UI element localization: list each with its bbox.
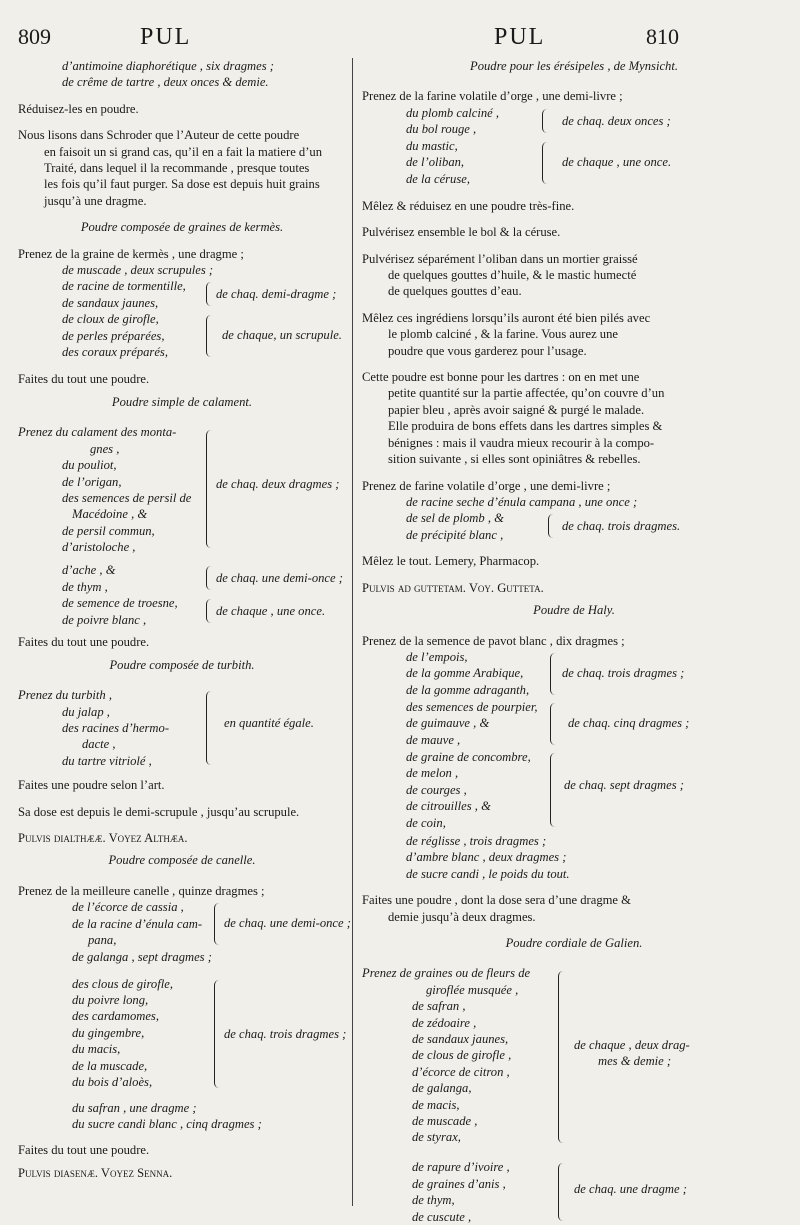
recipe-line: de guimauve , & bbox=[406, 716, 490, 731]
recipe-heading: Poudre de Haly. bbox=[533, 603, 615, 618]
column-divider bbox=[352, 58, 353, 1206]
recipe-line: de muscade , bbox=[412, 1114, 478, 1129]
quantity-note: de chaque, un scrupule. bbox=[222, 328, 342, 343]
recipe-line: de l’oliban, bbox=[406, 155, 465, 170]
text-line: demie jusqu’à deux dragmes. bbox=[388, 909, 536, 924]
recipe-line: du jalap , bbox=[62, 704, 110, 719]
text-line: sition suivante , si elles sont opiniâtres & rebelles. bbox=[388, 452, 641, 467]
recipe-line: du bol rouge , bbox=[406, 122, 477, 137]
quantity-note: de chaque , une once. bbox=[562, 154, 672, 169]
recipe-line: giroflée musquée , bbox=[426, 982, 519, 997]
recipe-line: Prenez de la farine volatile d’orge , une demi-livre ; bbox=[362, 89, 623, 104]
text-line: poudre que vous garderez pour l’usage. bbox=[388, 343, 587, 358]
recipe-line: de thym , bbox=[62, 579, 108, 594]
cross-reference: Pulvis diasenæ. Voyez Senna. bbox=[18, 1165, 173, 1180]
recipe-line: des cardamomes, bbox=[72, 1009, 159, 1024]
recipe-line: de racine seche d’énula campana , une once ; bbox=[406, 494, 638, 509]
brace-mark bbox=[206, 315, 212, 357]
recipe-heading: Poudre cordiale de Galien. bbox=[505, 935, 643, 950]
quantity-note: de chaque , deux drag- bbox=[574, 1038, 690, 1053]
recipe-line: du pouliot, bbox=[62, 458, 117, 473]
text-line: Pulvérisez séparément l’oliban dans un mortier graissé bbox=[362, 251, 638, 266]
recipe-line: de la gomme adraganth, bbox=[406, 682, 530, 697]
recipe-line: des coraux préparés, bbox=[62, 345, 168, 360]
recipe-line: de la céruse, bbox=[406, 171, 470, 186]
recipe-heading: Poudre composée de turbith. bbox=[109, 657, 255, 672]
recipe-line: d’ache , & bbox=[62, 563, 116, 578]
right-running-head: PUL bbox=[494, 24, 546, 50]
text-line: Faites une poudre , dont la dose sera d’une dragme & bbox=[362, 893, 631, 908]
brace-mark bbox=[214, 980, 220, 1088]
text-line: de quelques gouttes d’huile, & le mastic humecté bbox=[388, 268, 637, 283]
quantity-note: de chaq. deux dragmes ; bbox=[216, 477, 340, 492]
recipe-heading: Poudre pour les érésipeles , de Mynsicht. bbox=[470, 59, 678, 73]
recipe-line: de persil commun, bbox=[62, 523, 155, 538]
recipe-line: du poivre long, bbox=[72, 992, 149, 1007]
recipe-line: du mastic, bbox=[406, 138, 458, 153]
quantity-note: de chaque , une once. bbox=[216, 604, 326, 619]
cross-reference: Pulvis ad guttetam. Voy. Gutteta. bbox=[362, 580, 544, 595]
quantity-note: de chaq. une demi-once ; bbox=[224, 916, 351, 931]
text-line: de quelques gouttes d’eau. bbox=[388, 284, 522, 299]
text-line: Traité, dans lequel il la recommande , presque toutes bbox=[44, 161, 310, 176]
recipe-line: Macédoine , & bbox=[72, 507, 148, 522]
recipe-line: de rapure d’ivoire , bbox=[412, 1160, 510, 1175]
text-line: Sa dose est depuis le demi-scrupule , jusqu’au scrupule. bbox=[18, 804, 300, 819]
brace-mark bbox=[558, 1163, 564, 1221]
brace-mark bbox=[206, 691, 212, 765]
text-line: les fois qu’il faut purger. Sa dose est depuis huit grains bbox=[44, 177, 320, 192]
text-line: Elle produira de bons effets dans les dartres simples & bbox=[388, 419, 663, 434]
brace-mark bbox=[206, 282, 212, 306]
recipe-line: dacte , bbox=[82, 737, 116, 752]
brace-mark bbox=[550, 653, 556, 695]
recipe-line: du sucre candi blanc , cinq dragmes ; bbox=[72, 1116, 262, 1131]
text-line: Faites une poudre selon l’art. bbox=[18, 778, 165, 793]
text-line: Mêlez ces ingrédiens lorsqu’ils auront été bien pilés avec bbox=[362, 310, 651, 325]
quantity-note: de chaq. une dragme ; bbox=[574, 1182, 687, 1197]
text-line: papier bleu , après avoir saigné & purgé le malade. bbox=[388, 402, 645, 417]
quantity-note: de chaq. trois dragmes. bbox=[562, 519, 681, 534]
recipe-line: de cuscute , bbox=[412, 1209, 472, 1224]
text-line: Mêlez & réduisez en une poudre très-fine. bbox=[362, 198, 575, 213]
recipe-line: de zédoaire , bbox=[412, 1015, 477, 1030]
recipe-heading: Poudre simple de calament. bbox=[111, 394, 253, 409]
recipe-line: de thym, bbox=[412, 1193, 455, 1208]
recipe-line: des clous de girofle, bbox=[72, 976, 173, 991]
quantity-note: de chaq. deux onces ; bbox=[562, 113, 671, 128]
brace-mark bbox=[214, 903, 220, 945]
brace-mark bbox=[206, 566, 212, 590]
recipe-line: de mauve , bbox=[406, 732, 461, 747]
recipe-line: Prenez du turbith , bbox=[18, 688, 112, 703]
left-column bbox=[18, 58, 351, 1181]
recipe-line: Prenez de la graine de kermès , une dragme ; bbox=[18, 246, 244, 261]
recipe-line: du tartre vitriolé , bbox=[62, 753, 152, 768]
recipe-line: de l’écorce de cassia , bbox=[72, 900, 184, 915]
text-line: le plomb calciné , & la farine. Vous aurez une bbox=[388, 327, 618, 342]
brace-mark bbox=[206, 599, 212, 623]
recipe-line: de l’origan, bbox=[62, 474, 122, 489]
text-line: de crême de tartre , deux onces & demie. bbox=[62, 75, 269, 90]
quantity-note: de chaq. sept dragmes ; bbox=[564, 777, 684, 792]
right-column bbox=[362, 58, 786, 1225]
right-page-number: 810 bbox=[646, 24, 679, 49]
brace-mark bbox=[558, 971, 564, 1143]
recipe-heading: Poudre composée de graines de kermès. bbox=[80, 220, 284, 235]
brace-mark bbox=[206, 430, 212, 548]
recipe-line: des semences de pourpier, bbox=[406, 699, 538, 714]
text-line: Faites du tout une poudre. bbox=[18, 1143, 150, 1158]
quantity-note: de chaq. trois dragmes ; bbox=[562, 665, 685, 680]
recipe-line: de sel de plomb , & bbox=[406, 511, 504, 526]
recipe-line: de la muscade, bbox=[72, 1058, 148, 1073]
recipe-line: de l’empois, bbox=[406, 649, 468, 664]
recipe-line: de graine de concombre, bbox=[406, 749, 531, 764]
text-line: Réduisez-les en poudre. bbox=[18, 101, 139, 116]
recipe-line: de la racine d’énula cam- bbox=[72, 916, 203, 931]
recipe-line: du plomb calciné , bbox=[406, 105, 500, 120]
text-line: Cette poudre est bonne pour les dartres : on en met une bbox=[362, 370, 640, 385]
recipe-line: de courges , bbox=[406, 782, 467, 797]
recipe-line: de semence de troesne, bbox=[62, 596, 178, 611]
recipe-line: Prenez de farine volatile d’orge , une demi-livre ; bbox=[362, 478, 611, 493]
recipe-line: du safran , une dragme ; bbox=[72, 1100, 197, 1115]
recipe-line: de galanga, bbox=[412, 1081, 472, 1096]
recipe-line: de la gomme Arabique, bbox=[406, 666, 524, 681]
recipe-line: de safran , bbox=[412, 999, 466, 1014]
recipe-line: d’aristoloche , bbox=[62, 540, 136, 555]
recipe-line: de clous de girofle , bbox=[412, 1048, 512, 1063]
recipe-line: de sucre candi , le poids du tout. bbox=[406, 866, 570, 881]
text-line: en faisoit un si grand cas, qu’il en a fait la matiere d’un bbox=[44, 144, 323, 159]
recipe-line: des racines d’hermo- bbox=[62, 720, 170, 735]
recipe-heading: Poudre composée de canelle. bbox=[108, 853, 256, 868]
recipe-line: pana, bbox=[88, 932, 117, 947]
recipe-line: gnes , bbox=[90, 441, 120, 456]
text-line: Nous lisons dans Schroder que l’Auteur de cette poudre bbox=[18, 128, 300, 143]
recipe-line: des semences de persil de bbox=[62, 490, 192, 505]
cross-reference: Pulvis dialthææ. Voyez Althæa. bbox=[18, 830, 188, 845]
recipe-line: de citrouilles , & bbox=[406, 799, 491, 814]
recipe-line: de coin, bbox=[406, 815, 446, 830]
brace-mark bbox=[548, 514, 554, 538]
text-line: Mêlez le tout. Lemery, Pharmacop. bbox=[362, 554, 540, 569]
recipe-line: de melon , bbox=[406, 766, 459, 781]
brace-mark bbox=[550, 753, 556, 827]
recipe-line: du gingembre, bbox=[72, 1025, 145, 1040]
recipe-line: de graines d’anis , bbox=[412, 1176, 506, 1191]
brace-mark bbox=[550, 703, 556, 745]
recipe-line: de précipité blanc , bbox=[406, 527, 504, 542]
recipe-line: de réglisse , trois dragmes ; bbox=[406, 833, 547, 848]
recipe-line: de sandaux jaunes, bbox=[62, 295, 159, 310]
recipe-line: d’écorce de citron , bbox=[412, 1064, 510, 1079]
quantity-note: de chaq. une demi-once ; bbox=[216, 571, 343, 586]
recipe-line: Prenez de graines ou de fleurs de bbox=[362, 966, 531, 981]
left-page-number: 809 bbox=[18, 24, 51, 49]
recipe-line: de galanga , sept dragmes ; bbox=[72, 950, 212, 965]
recipe-line: de perles préparées, bbox=[62, 328, 165, 343]
recipe-line: Prenez du calament des monta- bbox=[18, 425, 177, 440]
text-line: Pulvérisez ensemble le bol & la céruse. bbox=[362, 225, 561, 240]
recipe-line: du bois d’aloès, bbox=[72, 1074, 153, 1089]
recipe-line: de styrax, bbox=[412, 1130, 461, 1145]
text-line: bénignes : mais il vaudra mieux recourir à la compo- bbox=[388, 435, 655, 450]
recipe-line: Prenez de la meilleure canelle , quinze dragmes ; bbox=[18, 883, 265, 898]
recipe-line: du macis, bbox=[72, 1042, 121, 1057]
quantity-note: de chaq. cinq dragmes ; bbox=[568, 715, 690, 730]
brace-mark bbox=[542, 109, 548, 133]
text-line: Faites du tout une poudre. bbox=[18, 372, 150, 387]
recipe-line: de poivre blanc , bbox=[62, 612, 147, 627]
quantity-note: en quantité égale. bbox=[224, 716, 314, 731]
recipe-line: Prenez de la semence de pavot blanc , dix dragmes ; bbox=[362, 633, 625, 648]
recipe-line: de macis, bbox=[412, 1097, 460, 1112]
quantity-note: de chaq. demi-dragme ; bbox=[216, 287, 337, 302]
text-line: petite quantité sur la partie affectée, qu’on couvre d’un bbox=[388, 386, 665, 401]
recipe-line: de cloux de girofle, bbox=[62, 312, 159, 327]
recipe-line: d’ambre blanc , deux dragmes ; bbox=[406, 850, 567, 865]
quantity-note: de chaq. trois dragmes ; bbox=[224, 1026, 347, 1041]
left-running-head: PUL bbox=[140, 24, 192, 50]
recipe-line: de sandaux jaunes, bbox=[412, 1032, 509, 1046]
quantity-note: mes & demie ; bbox=[598, 1054, 672, 1069]
brace-mark bbox=[542, 142, 548, 184]
recipe-line: de muscade , deux scrupules ; bbox=[62, 263, 214, 278]
text-line: Faites du tout une poudre. bbox=[18, 635, 150, 650]
text-line: d’antimoine diaphorétique , six dragmes ; bbox=[62, 59, 274, 73]
recipe-line: de racine de tormentille, bbox=[62, 279, 186, 294]
text-line: jusqu’à une dragme. bbox=[44, 193, 147, 208]
